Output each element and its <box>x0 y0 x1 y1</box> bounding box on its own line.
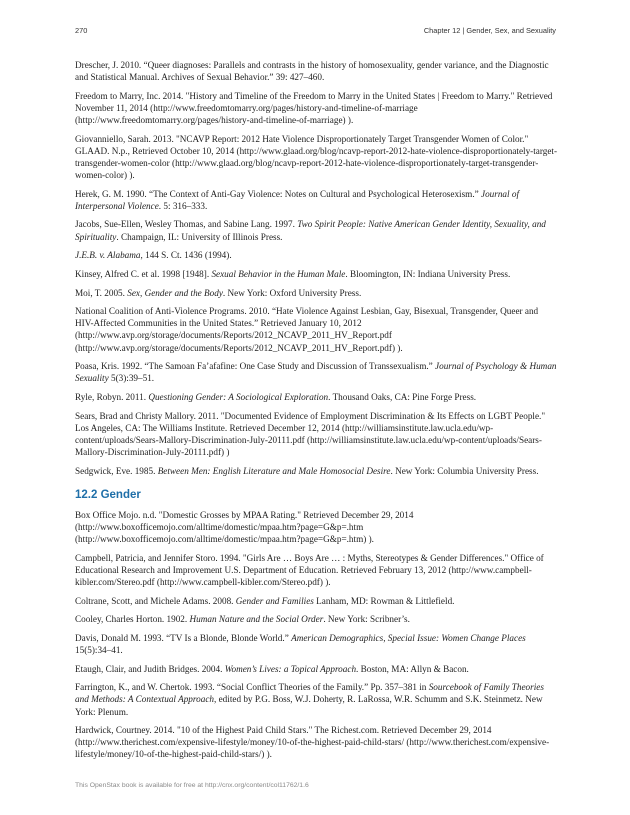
reference-italic: J.E.B. v. Alabama <box>75 250 141 261</box>
page-footer: This OpenStax book is available for free at http://cnx.org/content/col11762/1.6 <box>75 782 309 789</box>
reference-pre: Drescher, J. 2010. “Queer diagnoses: Parallels and contrasts in the history of homosexuality, gender variance, and the Diagnostic and Statistical Manual. Archives of Sexual Behavior.” 39: 427–460. <box>75 60 549 83</box>
reference-entry <box>75 595 558 607</box>
reference-pre: Poasa, Kris. 1992. “The Samoan Fa’afafine: One Case Study and Discussion of Transsexualism.” <box>75 361 436 372</box>
reference-list-12-2 <box>75 509 558 761</box>
reference-italic: Two Spirit People: Native American Gender Identity, Sexuality, and Spirituality <box>75 219 546 242</box>
reference-post: . 5: 316–333. <box>158 200 208 211</box>
reference-pre: Freedom to Marry, Inc. 2014. "History and Timeline of the Freedom to Marry in the United States | Freedom to Marry." Retrieved November 11, 2014 (http://www.freedomtomarry.org/pages/history-and-timeline-of-marriage (http://www.freedomtomarry.org/pages/history-and-timeline-of-marriage) ). <box>75 90 553 125</box>
reference-entry <box>75 410 558 458</box>
reference-italic: American Demographics, Special Issue: Women Change Places <box>291 632 526 643</box>
reference-post: , edited by P.G. Boss, W.J. Doherty, R. LaRossa, W.R. Schumm and S.K. Steinmetz. New York: Plenum. <box>75 694 543 717</box>
page-number: 270 <box>75 26 88 35</box>
reference-entry <box>75 391 558 403</box>
reference-post: . New York: Oxford University Press. <box>222 287 362 298</box>
reference-post: . New York: Scribner’s. <box>323 614 410 625</box>
reference-post: . New York: Columbia University Press. <box>390 465 539 476</box>
reference-post: 5(3):39–51. <box>108 373 155 384</box>
reference-italic: Between Men: English Literature and Male Homosocial Desire <box>157 465 391 476</box>
section-heading: 12.2 Gender <box>75 488 141 501</box>
reference-pre: National Coalition of Anti-Violence Programs. 2010. “Hate Violence Against Lesbian, Gay, Bisexual, Transgender, Queer and HIV-Affected Communities in the United States.” Retrieved January 10, 2012 (http://www.avp.org/storage/documents/Reports/2012_NCAVP_2011_HV_Report.pdf (http://www.avp.org/storage/documents/Reports/2012_NCAVP_2011_HV_Report.pdf) ). <box>75 306 539 353</box>
page-header <box>75 26 556 38</box>
reference-entry <box>75 360 558 384</box>
reference-pre: Jacobs, Sue-Ellen, Wesley Thomas, and Sabine Lang. 1997. <box>75 219 298 230</box>
reference-entry <box>75 465 558 477</box>
reference-post: 15(5):34–41. <box>75 644 123 655</box>
reference-entry <box>75 552 558 588</box>
reference-italic: Questioning Gender: A Sociological Exploration <box>148 392 329 402</box>
reference-entry <box>75 724 558 760</box>
reference-entry <box>75 287 558 299</box>
reference-pre: Etaugh, Clair, and Judith Bridges. 2004. <box>75 663 225 674</box>
reference-entry <box>75 663 558 675</box>
reference-italic: Sexual Behavior in the Human Male <box>211 268 346 279</box>
page-content <box>75 59 558 767</box>
reference-italic: Sourcebook of Family Theories and Methods: A Contextual Approach <box>75 682 544 705</box>
reference-pre: Campbell, Patricia, and Jennifer Storo. 1994. "Girls Are … Boys Are … : Myths, Stereotypes & Gender Differences." Office of Educational Research and Improvement U.S. Department of Education. Retrieved February 13, 2012 (http://www.campbell-kibler.com/Stereo.pdf (http://www.campbell-kibler.com/Stereo.pdf) ). <box>75 552 544 587</box>
reference-pre: Coltrane, Scott, and Michele Adams. 2008. <box>75 595 236 606</box>
reference-pre: Ryle, Robyn. 2011. <box>75 392 149 402</box>
reference-pre: Cooley, Charles Horton. 1902. <box>75 614 190 625</box>
reference-italic: Human Nature and the Social Order <box>189 614 324 625</box>
reference-pre: Kinsey, Alfred C. et al. 1998 [1948]. <box>75 268 212 279</box>
reference-entry <box>75 305 558 353</box>
reference-italic: Gender and Families <box>235 595 314 606</box>
reference-pre: Hardwick, Courtney. 2014. "10 of the Highest Paid Child Stars." The Richest.com. Retrieved December 29, 2014 (http://www.therichest.com/expensive-lifestyle/money/10-of-the-highest-paid-child-stars/ (http://www.therichest.com/expensive-lifestyle/money/10-of-the-highest-paid-child-stars/) ). <box>75 725 550 760</box>
reference-entry <box>75 133 558 181</box>
reference-post: , 144 S. Ct. 1436 (1994). <box>140 250 232 261</box>
reference-entry <box>75 613 558 625</box>
reference-post: . Bloomington, IN: Indiana University Press. <box>345 268 511 279</box>
reference-entry <box>75 90 558 126</box>
reference-list-12-1 <box>75 59 558 477</box>
reference-italic: Women’s Lives: a Topical Approach <box>224 663 357 674</box>
reference-pre: Box Office Mojo. n.d. "Domestic Grosses by MPAA Rating." Retrieved December 29, 2014 (http://www.boxofficemojo.com/alltime/domestic/mpaa.htm?page=G&p=.htm (http://www.boxofficemojo.com/alltime/domestic/mpaa.htm?page=G&p=.htm) ). <box>75 509 414 544</box>
chapter-title: Chapter 12 | Gender, Sex, and Sexuality <box>423 26 556 35</box>
reference-post: . Boston, MA: Allyn & Bacon. <box>356 663 469 674</box>
reference-entry <box>75 632 558 656</box>
reference-pre: Farrington, K., and W. Chertok. 1993. “Social Conflict Theories of the Family.” Pp. 357–381 in <box>75 682 429 693</box>
reference-pre: Herek, G. M. 1990. “The Context of Anti-Gay Violence: Notes on Cultural and Psychological Heterosexism.” <box>75 188 481 199</box>
reference-entry <box>75 249 558 261</box>
reference-pre: Moi, T. 2005. <box>75 287 128 298</box>
reference-entry <box>75 509 558 545</box>
reference-italic: Journal of Psychology & Human Sexuality <box>75 361 557 384</box>
reference-pre: Sears, Brad and Christy Mallory. 2011. "Documented Evidence of Employment Discrimination & Its Effects on LGBT People." Los Angeles, CA: The Williams Institute. Retrieved December 12, 2014 (http://williamsinstitute.law.ucla.edu/wp-content/uploads/Sears-Mallory-Discrimination-July-20111.pdf (http://williamsinstitute.law.ucla.edu/wp-content/uploads/Sears-Mallory-Discrimination-July-20111.pdf) ) <box>75 410 546 457</box>
reference-entry <box>75 188 558 212</box>
reference-post: . Champaign, IL: University of Illinois Press. <box>116 231 283 242</box>
reference-post: Lanham, MD: Rowman & Littlefield. <box>313 595 455 606</box>
reference-pre: Davis, Donald M. 1993. “TV Is a Blonde, Blonde World.” <box>75 632 292 643</box>
reference-italic: Journal of Interpersonal Violence <box>75 188 520 211</box>
reference-entry <box>75 59 558 83</box>
reference-italic: Sex, Gender and the Body <box>127 287 223 298</box>
reference-post: . Thousand Oaks, CA: Pine Forge Press. <box>328 392 477 402</box>
reference-entry <box>75 218 558 242</box>
reference-pre: Sedgwick, Eve. 1985. <box>75 465 158 476</box>
reference-entry <box>75 681 558 717</box>
reference-pre: Giovanniello, Sarah. 2013. "NCAVP Report: 2012 Hate Violence Disproportionately Target Transgender Women of Color." GLAAD. N.p., Retrieved October 10, 2014 (http://www.glaad.org/blog/ncavp-report-2012-hate-violence-disproportionately-target-transgender-women-color (http://www.glaad.org/blog/ncavp-report-2012-hate-violence-disproportionately-target-transgender-women-color) ). <box>75 133 558 180</box>
reference-entry <box>75 268 558 280</box>
